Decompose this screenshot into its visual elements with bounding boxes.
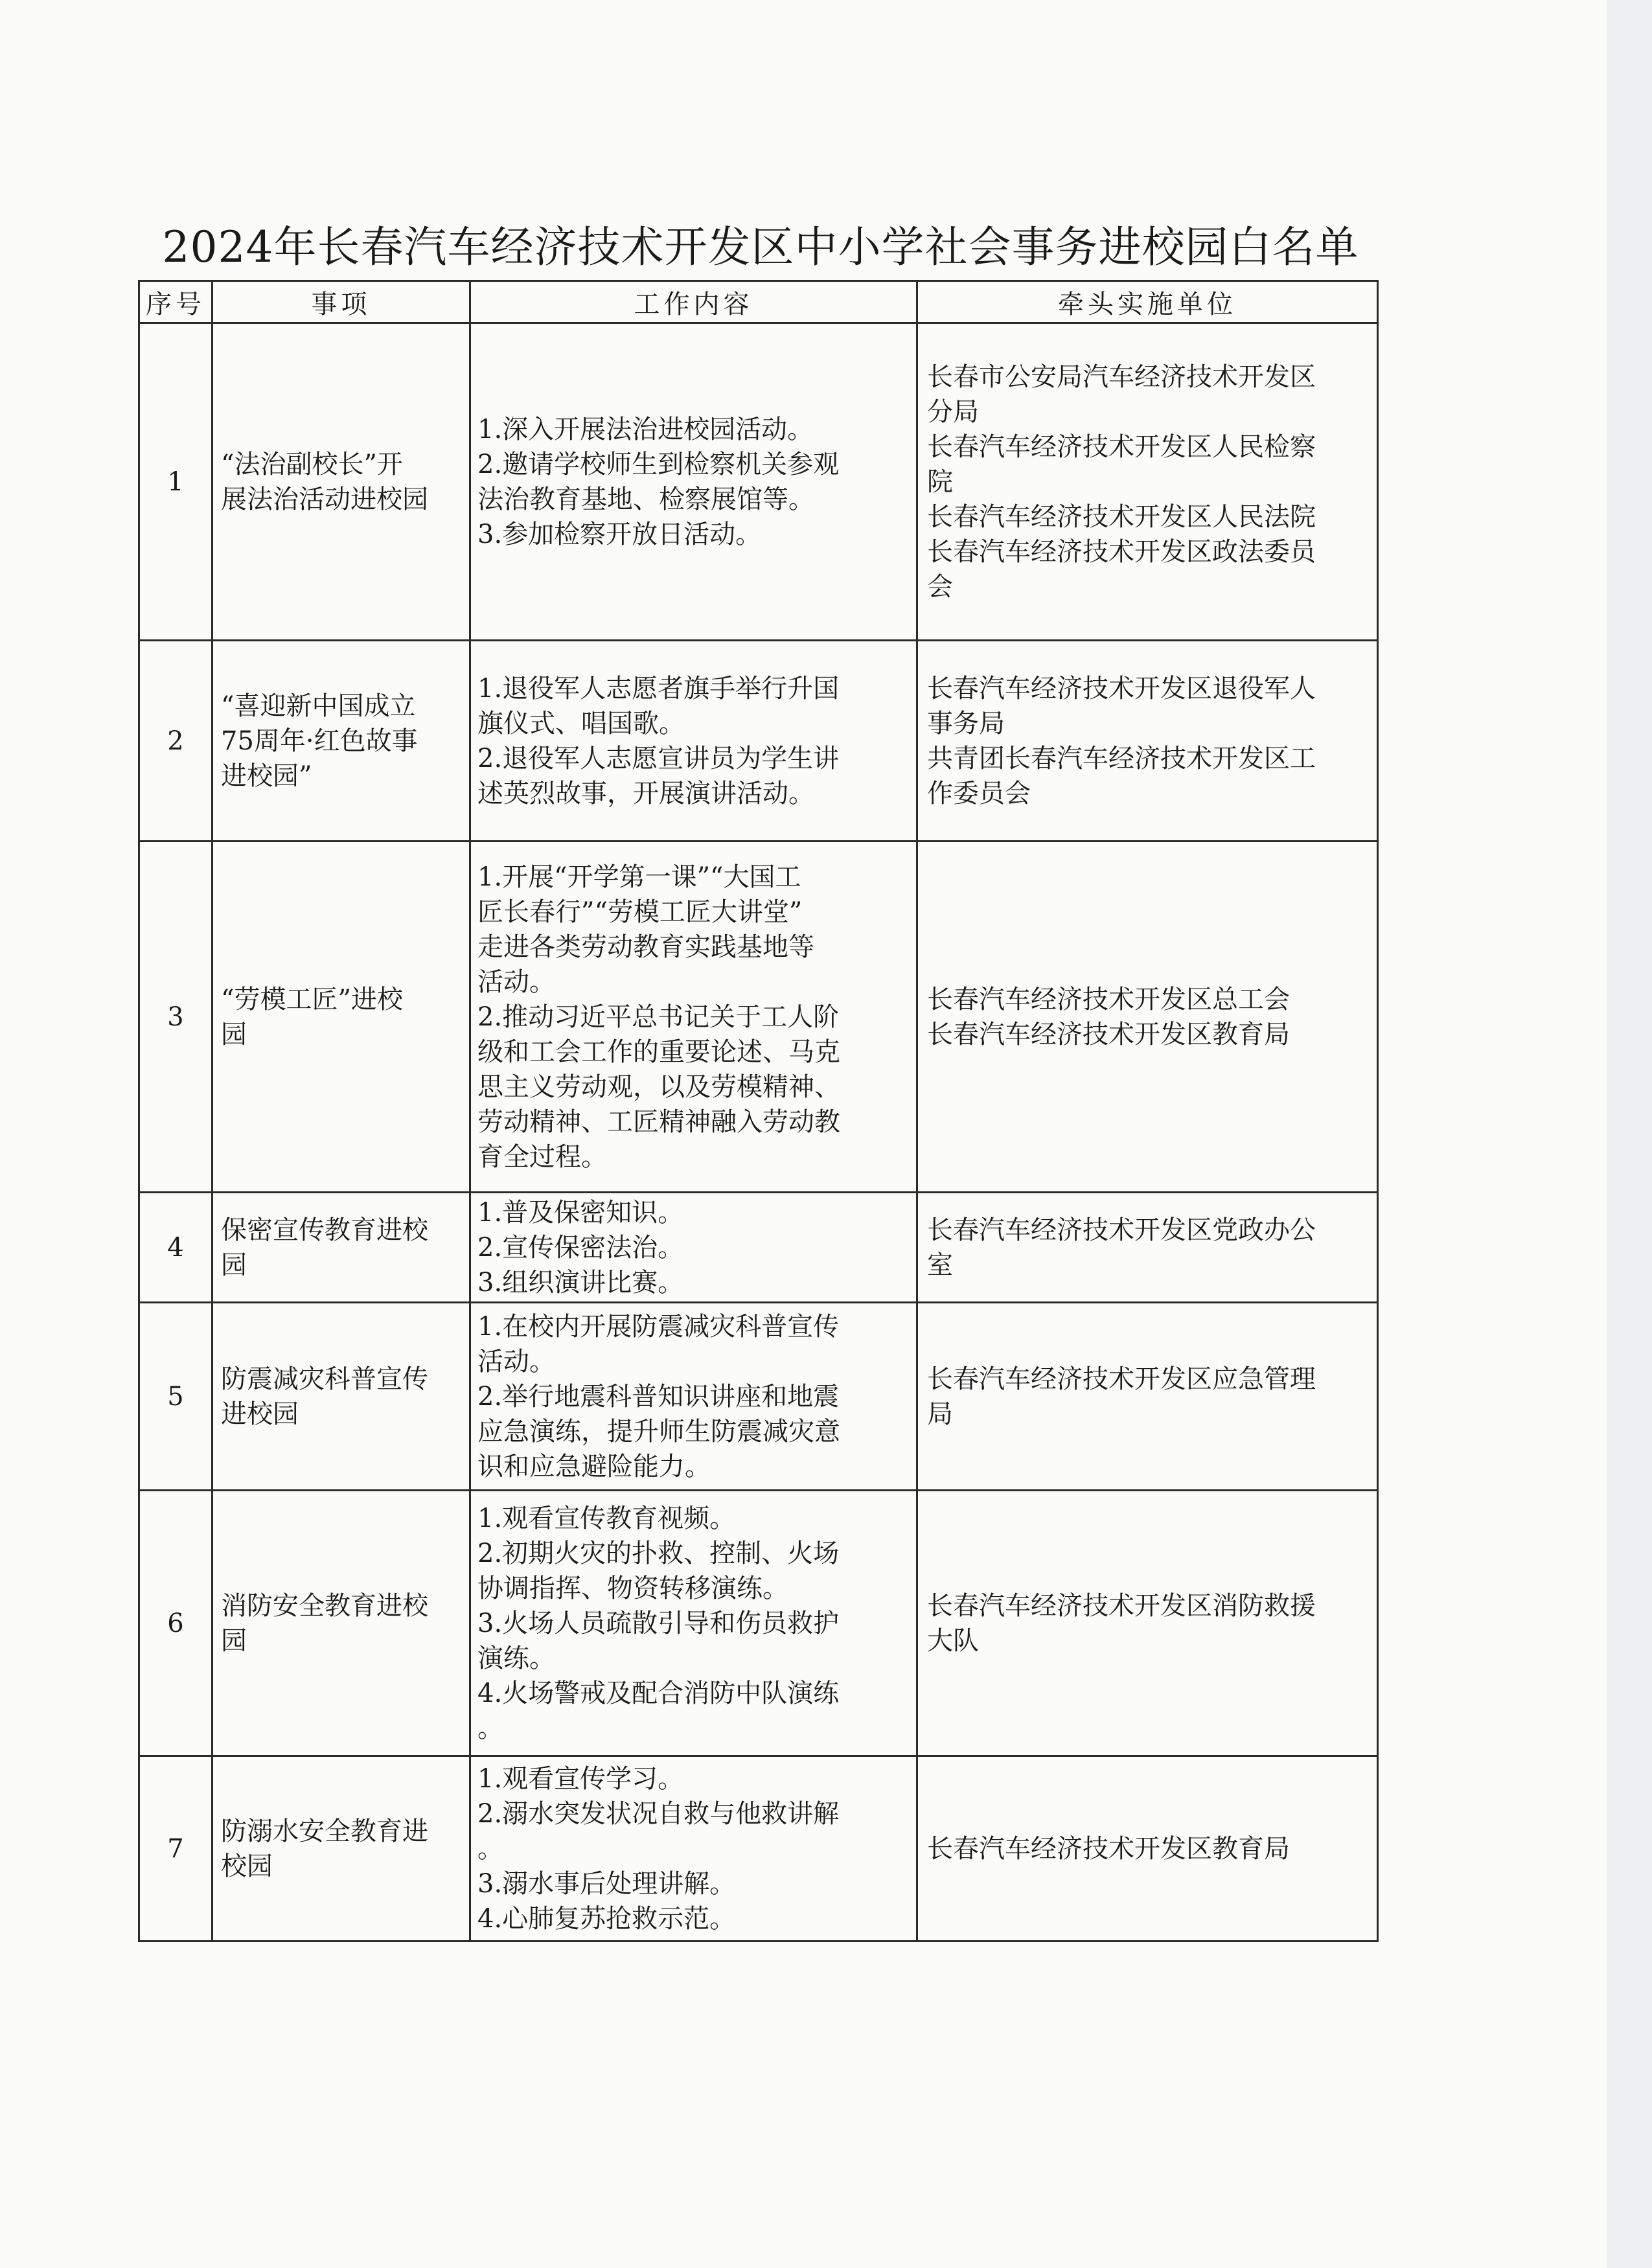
- table-row: [139, 323, 1378, 641]
- header-units: 牵头实施单位: [917, 281, 1378, 323]
- header-item: 事项: [212, 281, 470, 323]
- cell-item-line: 防溺水安全教育进: [221, 1816, 428, 1846]
- cell-item-line: 进校园”: [221, 761, 312, 791]
- cell-content-line: 协调指挥、物资转移演练。: [477, 1573, 788, 1603]
- cell-content-line: 1.普及保密知识。: [477, 1197, 684, 1228]
- cell-item-line: 75周年·红色故事: [221, 726, 418, 756]
- cell-units-line: 院: [927, 466, 953, 497]
- cell-seq: 2: [139, 641, 212, 842]
- scan-margin: [1607, 0, 1652, 2268]
- cell-units-line: 室: [927, 1250, 953, 1280]
- cell-content-line: 2.推动习近平总书记关于工人阶: [477, 1002, 840, 1032]
- cell-content-line: 1.观看宣传学习。: [477, 1763, 684, 1794]
- cell-content-line: 法治教育基地、检察展馆等。: [477, 484, 814, 514]
- cell-content: [470, 1193, 917, 1303]
- cell-content-line: 2.举行地震科普知识讲座和地震: [477, 1381, 840, 1412]
- header-seq: 序号: [139, 281, 212, 323]
- cell-item: [212, 641, 470, 842]
- cell-content-line: 1.在校内开展防震减灾科普宣传: [477, 1311, 840, 1342]
- cell-item-line: 消防安全教育进校: [221, 1590, 428, 1621]
- cell-units: [917, 1303, 1378, 1491]
- cell-content-line: 匠长春行”“劳模工匠大讲堂”: [477, 897, 803, 927]
- cell-content-line: 活动。: [477, 967, 555, 997]
- cell-units: [917, 1491, 1378, 1756]
- cell-item-line: 园: [221, 1625, 247, 1656]
- cell-units-line: 长春市公安局汽车经济技术开发区: [927, 361, 1316, 392]
- cell-units: [917, 1756, 1378, 1942]
- cell-content-line: 级和工会工作的重要论述、马克: [477, 1037, 840, 1067]
- cell-item-line: 园: [221, 1019, 247, 1049]
- cell-content-line: 1.深入开展法治进校园活动。: [477, 414, 814, 444]
- cell-content-line: 识和应急避险能力。: [477, 1451, 711, 1482]
- header-content: 工作内容: [470, 281, 917, 323]
- table-row: [139, 1193, 1378, 1303]
- cell-units: [917, 842, 1378, 1193]
- cell-content-line: 2.宣传保密法治。: [477, 1232, 684, 1263]
- cell-content: [470, 323, 917, 641]
- document-title: 2024年长春汽车经济技术开发区中小学社会事务进校园白名单: [162, 222, 1359, 272]
- table-row: [139, 842, 1378, 1193]
- cell-content-line: 述英烈故事，开展演讲活动。: [477, 778, 814, 808]
- table-header-row: [139, 281, 1378, 323]
- cell-units-line: 会: [927, 571, 953, 602]
- cell-content-line: 2.退役军人志愿宣讲员为学生讲: [477, 743, 840, 773]
- table-row: [139, 1756, 1378, 1942]
- cell-item: [212, 1303, 470, 1491]
- cell-content: [470, 1756, 917, 1942]
- cell-item-line: 园: [221, 1250, 247, 1280]
- cell-content-line: 1.退役军人志愿者旗手举行升国: [477, 673, 840, 704]
- cell-item-line: 保密宣传教育进校: [221, 1215, 428, 1245]
- cell-seq: 3: [139, 842, 212, 1193]
- cell-content: [470, 842, 917, 1193]
- cell-seq: 7: [139, 1756, 212, 1942]
- cell-item: [212, 323, 470, 641]
- cell-units-line: 长春汽车经济技术开发区退役军人: [927, 673, 1316, 704]
- cell-item-line: “喜迎新中国成立: [221, 691, 416, 721]
- cell-content-line: 4.心肺复苏抢救示范。: [477, 1903, 736, 1934]
- cell-units-line: 局: [927, 1399, 953, 1429]
- cell-content-line: 1.开展“开学第一课”“大国工: [477, 862, 801, 892]
- cell-item: [212, 1756, 470, 1942]
- cell-content-line: 2.邀请学校师生到检察机关参观: [477, 449, 840, 479]
- cell-content-line: 走进各类劳动教育实践基地等: [477, 932, 814, 962]
- cell-content-line: 育全过程。: [477, 1141, 607, 1172]
- cell-item-line: 防震减灾科普宣传: [221, 1364, 428, 1394]
- cell-units: [917, 323, 1378, 641]
- cell-seq: 1: [139, 323, 212, 641]
- cell-units-line: 长春汽车经济技术开发区教育局: [927, 1833, 1290, 1864]
- cell-item-line: “劳模工匠”进校: [221, 984, 403, 1014]
- cell-content-line: 3.溺水事后处理讲解。: [477, 1868, 736, 1899]
- table-row: [139, 641, 1378, 842]
- cell-content-line: 3.参加检察开放日活动。: [477, 519, 762, 549]
- table-row: [139, 1303, 1378, 1491]
- cell-units-line: 长春汽车经济技术开发区人民法院: [927, 501, 1316, 532]
- cell-content-line: 4.火场警戒及配合消防中队演练: [477, 1678, 840, 1708]
- cell-units: [917, 1193, 1378, 1303]
- cell-content-line: 。: [477, 1713, 503, 1743]
- cell-units-line: 长春汽车经济技术开发区消防救援: [927, 1590, 1316, 1621]
- cell-content-line: 活动。: [477, 1346, 555, 1377]
- cell-content: [470, 1303, 917, 1491]
- cell-item-line: 展法治活动进校园: [221, 484, 428, 514]
- cell-content-line: 劳动精神、工匠精神融入劳动教: [477, 1106, 840, 1137]
- cell-content-line: 3.组织演讲比赛。: [477, 1267, 684, 1298]
- cell-units-line: 长春汽车经济技术开发区教育局: [927, 1019, 1290, 1049]
- cell-item-line: 校园: [221, 1851, 273, 1881]
- cell-content-line: 2.溺水突发状况自救与他救讲解: [477, 1798, 840, 1829]
- cell-item: [212, 1193, 470, 1303]
- table-row: [139, 1491, 1378, 1756]
- cell-seq: 4: [139, 1193, 212, 1303]
- cell-item-line: “法治副校长”开: [221, 449, 403, 479]
- cell-content-line: 1.观看宣传教育视频。: [477, 1503, 736, 1533]
- cell-units-line: 长春汽车经济技术开发区政法委员: [927, 536, 1316, 567]
- cell-content-line: 2.初期火灾的扑救、控制、火场: [477, 1538, 840, 1568]
- cell-units-line: 长春汽车经济技术开发区总工会: [927, 984, 1290, 1014]
- cell-units-line: 共青团长春汽车经济技术开发区工: [927, 743, 1316, 773]
- cell-units-line: 作委员会: [927, 778, 1031, 808]
- cell-units-line: 长春汽车经济技术开发区人民检察: [927, 431, 1316, 462]
- cell-content-line: 应急演练，提升师生防震减灾意: [477, 1416, 840, 1447]
- cell-units: [917, 641, 1378, 842]
- cell-units-line: 大队: [927, 1625, 979, 1656]
- cell-content-line: 演练。: [477, 1643, 555, 1673]
- whitelist-table: [138, 280, 1379, 1942]
- cell-units-line: 长春汽车经济技术开发区应急管理: [927, 1364, 1316, 1394]
- cell-item: [212, 842, 470, 1193]
- cell-content-line: 旗仪式、唱国歌。: [477, 708, 685, 739]
- cell-item-line: 进校园: [221, 1399, 299, 1429]
- cell-content-line: 思主义劳动观，以及劳模精神、: [477, 1071, 840, 1102]
- cell-content-line: 。: [477, 1833, 503, 1864]
- cell-seq: 6: [139, 1491, 212, 1756]
- cell-content: [470, 641, 917, 842]
- table-body: [139, 323, 1378, 1942]
- cell-seq: 5: [139, 1303, 212, 1491]
- cell-content: [470, 1491, 917, 1756]
- cell-units-line: 分局: [927, 396, 979, 427]
- cell-content-line: 3.火场人员疏散引导和伤员救护: [477, 1608, 840, 1638]
- cell-item: [212, 1491, 470, 1756]
- cell-units-line: 事务局: [927, 708, 1005, 739]
- cell-units-line: 长春汽车经济技术开发区党政办公: [927, 1215, 1316, 1245]
